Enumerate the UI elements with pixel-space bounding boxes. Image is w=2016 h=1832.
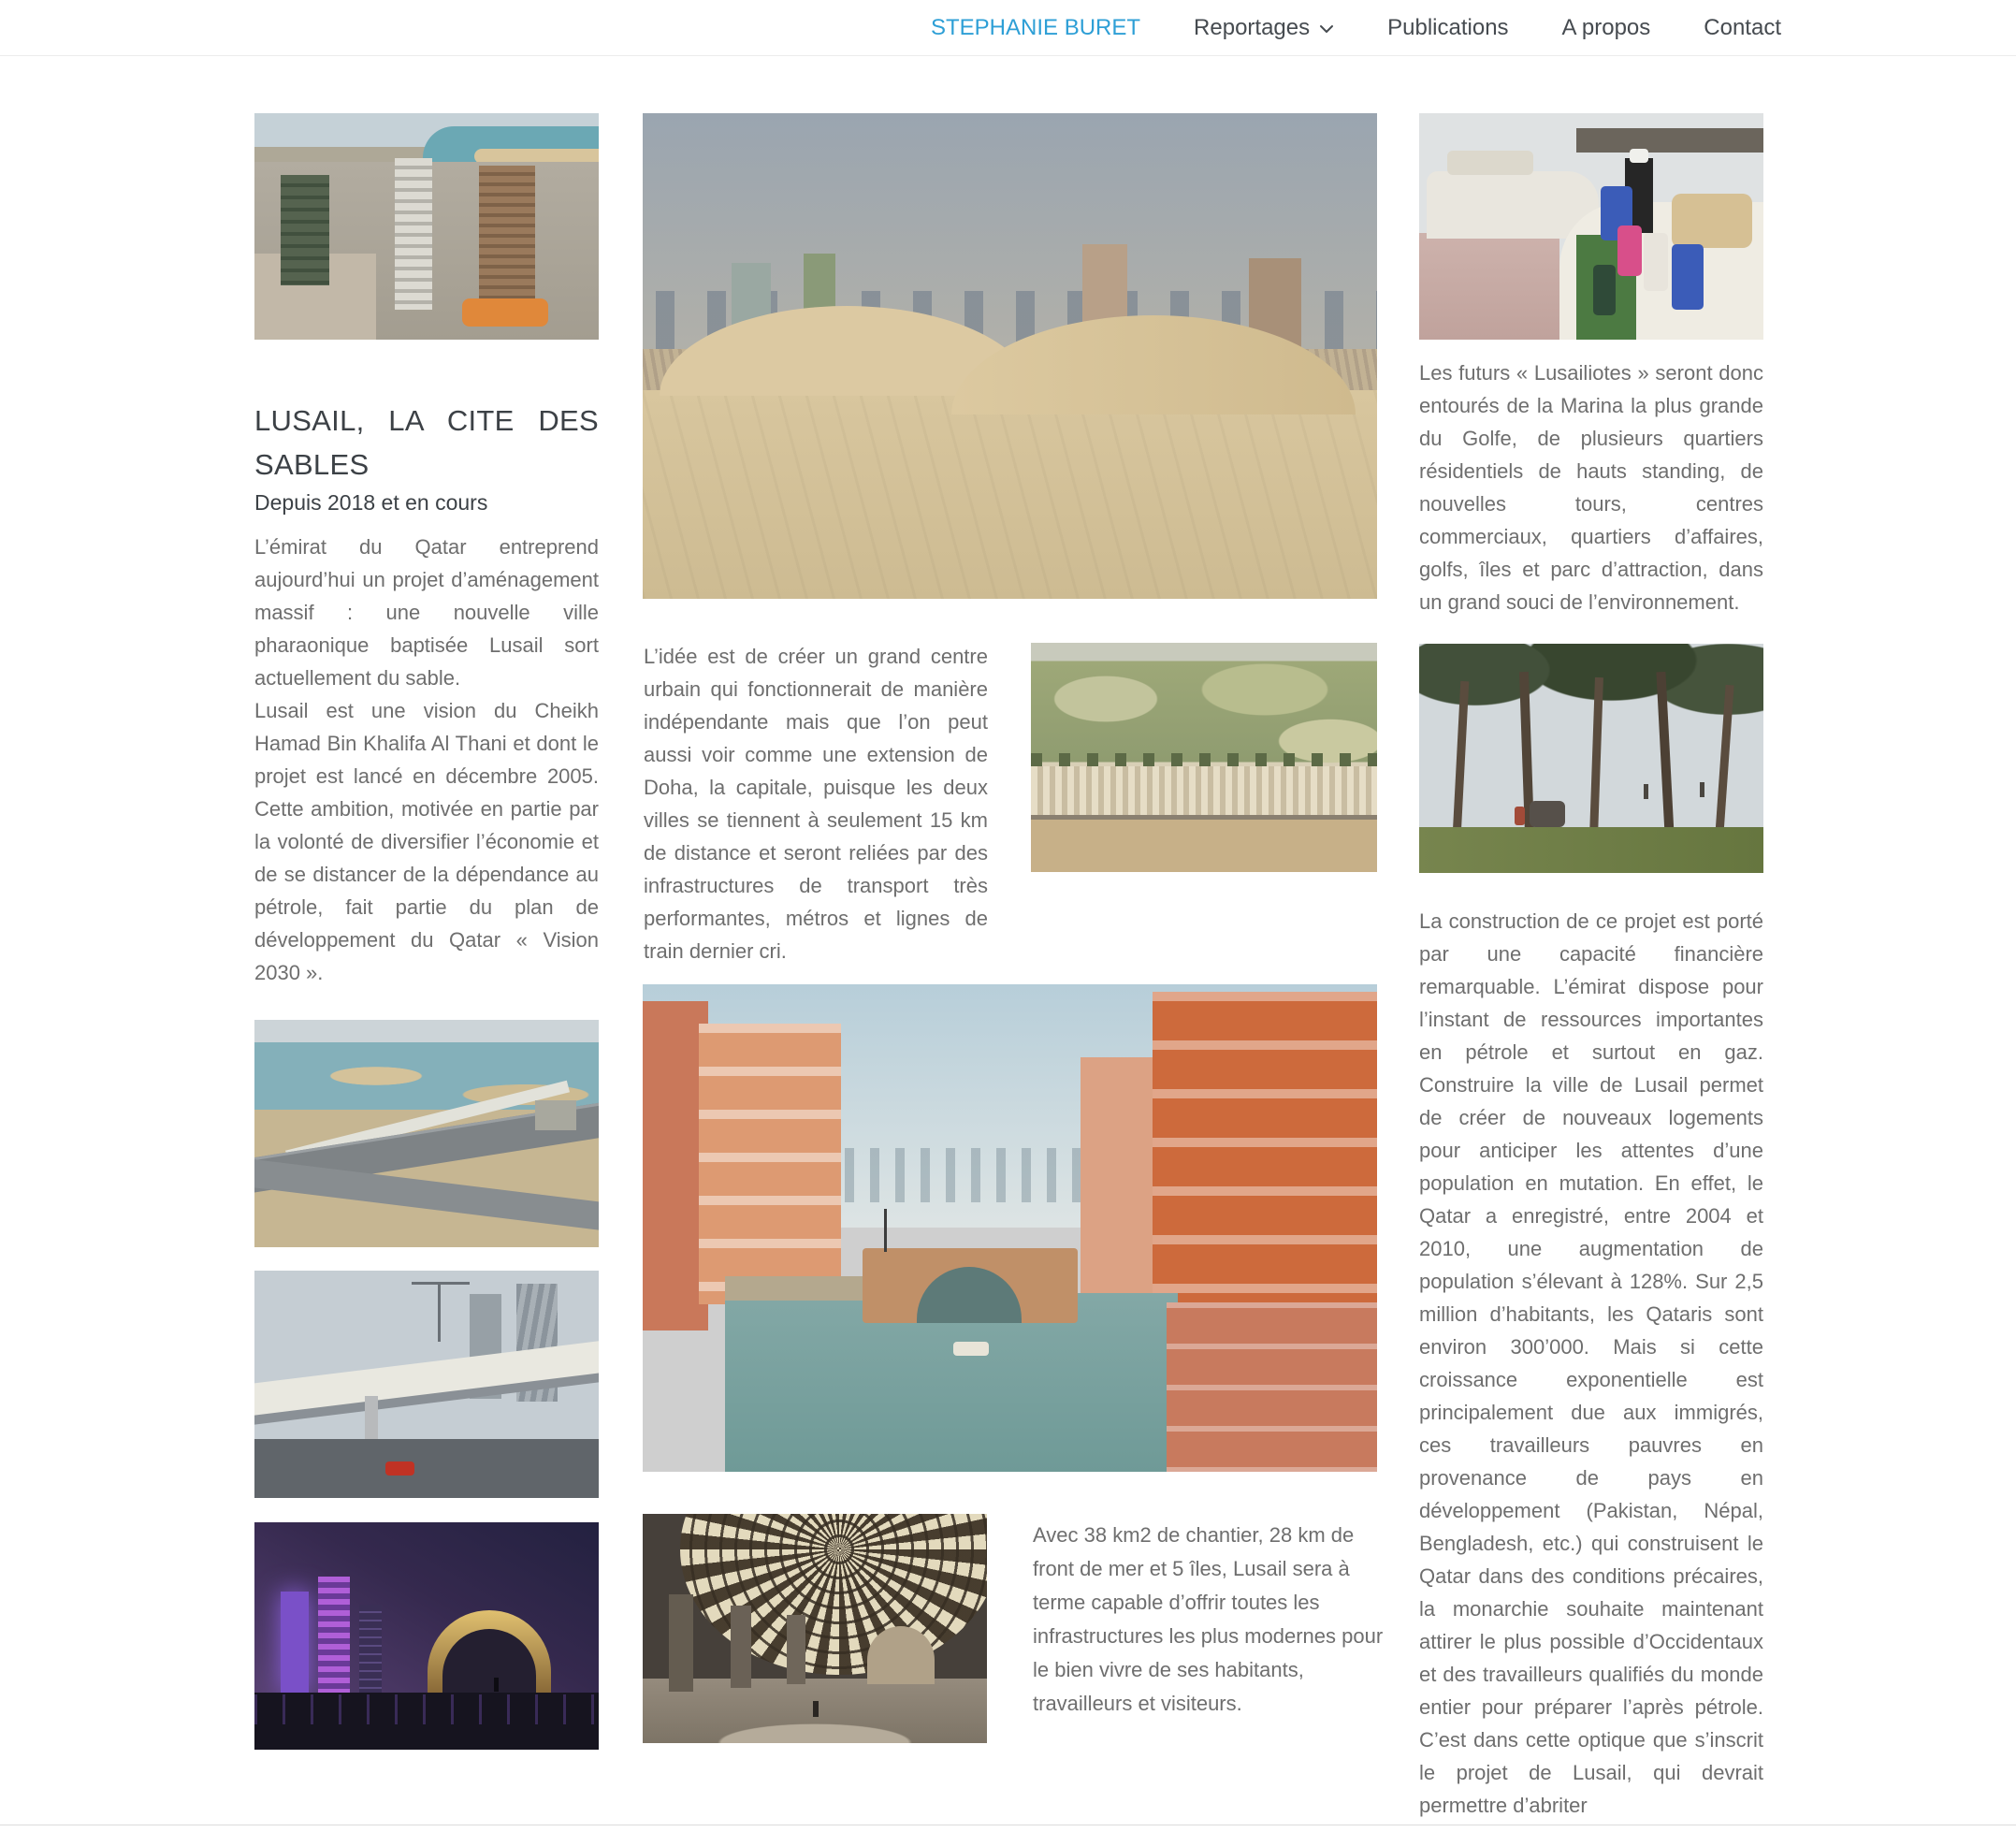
photo-night-entertainment-city: [254, 1522, 599, 1750]
photo-aerial-city-construction: [254, 113, 599, 340]
nav-menu: [931, 0, 1781, 55]
intro-paragraph: [254, 531, 599, 989]
photo-canal-qanat-quartier: [643, 984, 1377, 1472]
photo-family-on-yacht: [1419, 113, 1763, 340]
nav-item-contact[interactable]: Contact: [1704, 14, 1781, 40]
lusailiotes-paragraph: Les futurs « Lusailiotes » seront donc entourés de la Marina la plus grande du Golfe, de plusieurs quartiers résidentiels de hauts standing, de nouvelles tours, centres commerciaux, quartiers d’affaires, golfs, îles et parc d’attraction, dans un grand souci de l’environnement.: [1419, 361, 1763, 614]
nav-brand-link[interactable]: STEPHANIE BURET: [931, 14, 1141, 40]
photo-housing-district-aerial: [1031, 643, 1377, 872]
nav-item-a-propos[interactable]: A propos: [1561, 14, 1651, 40]
idea-paragraph: L’idée est de créer un grand centre urbain qui fonctionnerait de manière indépendante mais que l’on peut aussi voir comme une extension de Doha, la capitale, puisque les deux villes se tiennent à seulement 15 km de distance et seront reliées par des infrastructures de transport très performantes, métros et lignes de train dernier cri.: [644, 645, 988, 963]
nav-item-reportages-label: Reportages: [1194, 14, 1311, 40]
top-nav: [0, 0, 2016, 56]
article-title: LUSAIL, LA CITE DES SABLES: [254, 404, 599, 481]
nav-item-publications[interactable]: Publications: [1387, 14, 1509, 40]
construction-paragraph: La construction de ce projet est porté par une capacité financière remarquable. L’émirat dispose pour l’instant de ressources importantes en pétrole et surtout en gaz. Construire la ville de Lusail permet de créer de nouveaux logements pour anticiper les attentes d’une population en mutation. En effet, le Qatar a enregistré, entre 2004 et 2010, une augmentation de population s’élevant à 128%. Sur 2,5 million d’habitants, les Qataris sont environ 300’000. Mais si cette croissance exponentielle est principalement due aux immigrés, ces travailleurs pauvres en provenance de pays en développement (Pakistan, Népal, Bengladesh, etc.) qui construisent le Qatar dans des conditions précaires, la monarchie souhaite maintenant attirer le plus possible d’Occidentaux et des travailleurs qualifiés du monde entier pour préparer l’après pétrole. C’est dans cette optique que s’inscrit le projet de Lusail, qui devrait permettre d’abriter: [1419, 909, 1763, 1817]
article-subtitle: Depuis 2018 et en cours: [254, 490, 488, 515]
infrastructure-paragraph: Avec 38 km2 de chantier, 28 km de front de mer et 5 îles, Lusail sera à terme capable d’offrir toutes les infrastructures les plus modernes pour le bien vivre de ses habitants, travailleurs et visiteurs.: [1033, 1523, 1384, 1715]
photo-palm-trees-park: [1419, 644, 1763, 873]
intro-paragraph-part-1: L’émirat du Qatar entreprend aujourd’hui un projet d’aménagement massif : une nouvelle ville pharaonique baptisée Lusail sort actuellement du sable.: [254, 535, 599, 690]
photo-sand-dunes-skyline: [643, 113, 1377, 599]
chevron-down-icon: [1319, 24, 1334, 34]
photo-highway-interchange-aerial: [254, 1020, 599, 1247]
intro-paragraph-part-2: Lusail est une vision du Cheikh Hamad Bin Khalifa Al Thani et dont le projet est lancé en décembre 2005. Cette ambition, motivée en partie par la volonté de diversifier l’économie et de se distancer de la dépendance au pétrole, fait partie du plan de développement du Qatar « Vision 2030 ».: [254, 699, 599, 984]
photo-overpass-red-car: [254, 1271, 599, 1498]
photo-dome-hall-interior: [643, 1514, 987, 1743]
nav-item-reportages[interactable]: [1194, 15, 1334, 41]
